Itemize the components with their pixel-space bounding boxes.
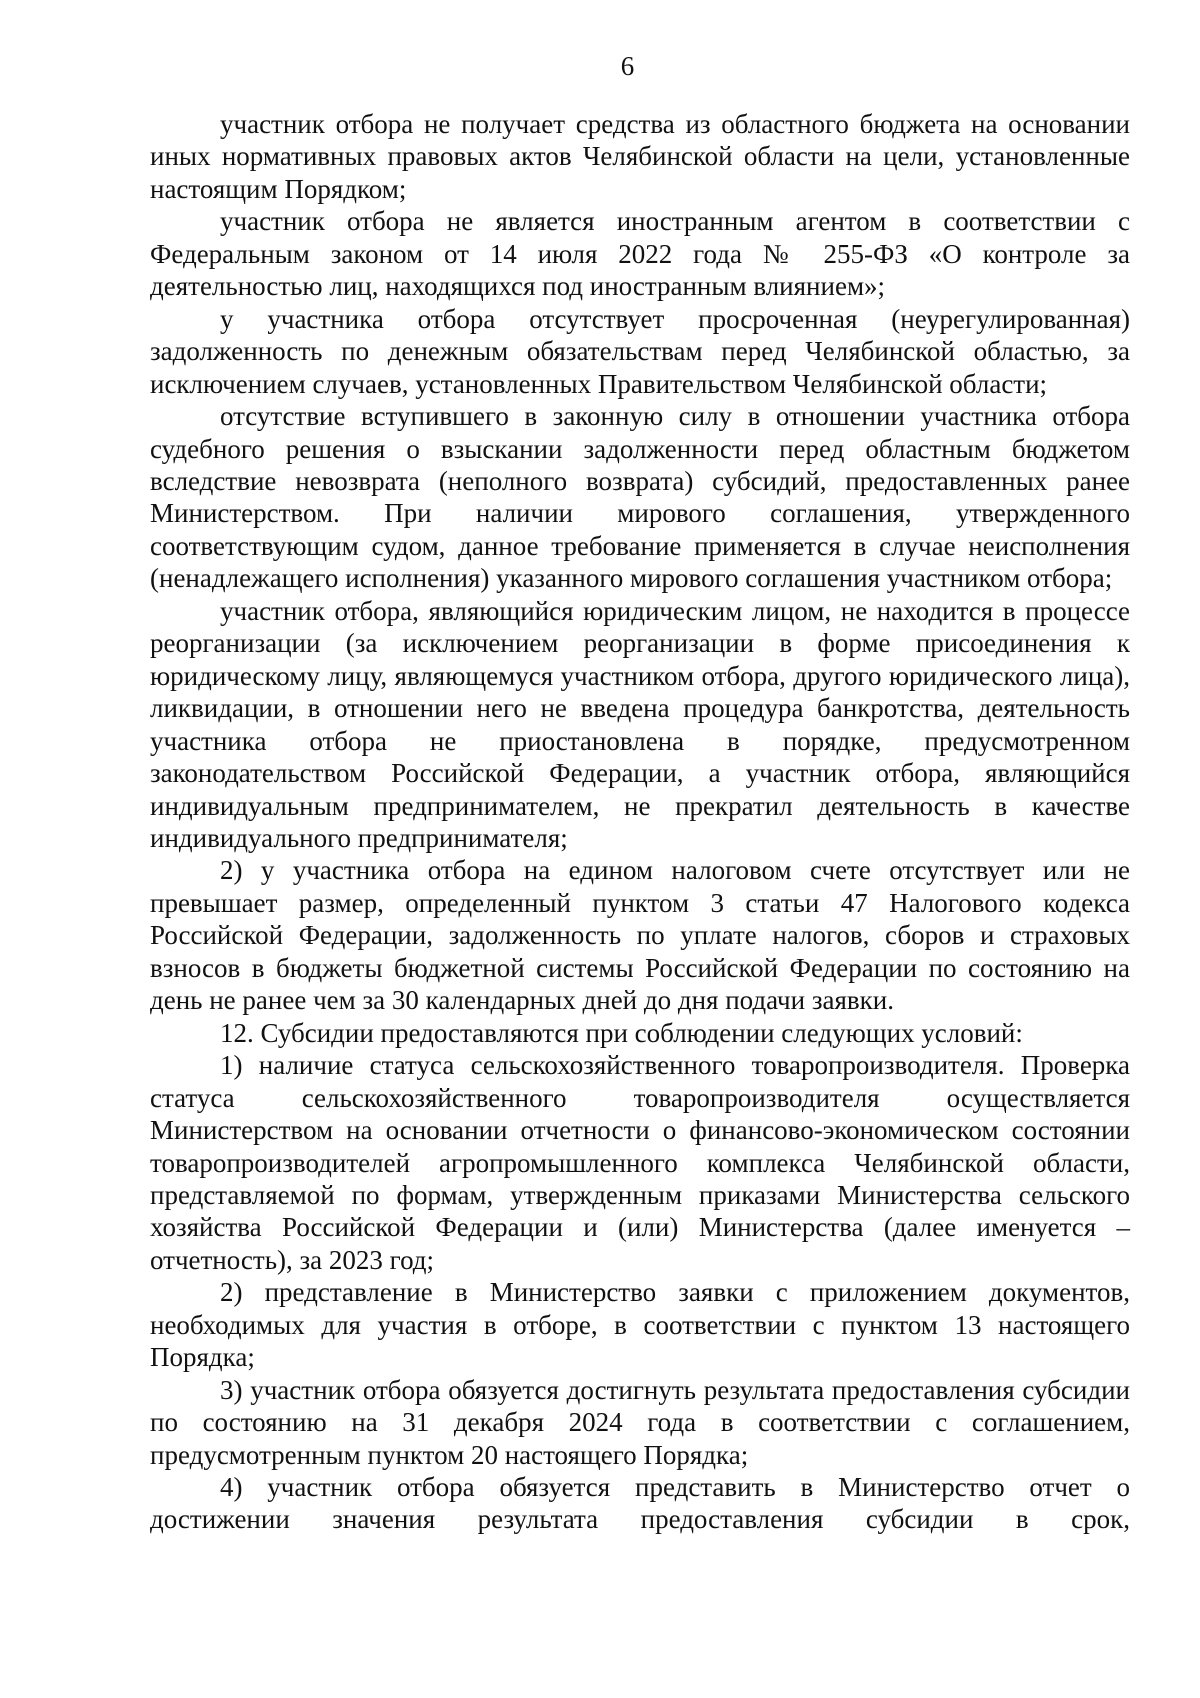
paragraph-tax-account: 2) у участника отбора на едином налоговом счете отсутствует или не превышает размер, определенный пунктом 3 статьи 47 Налогового кодекса Российской Федерации, задолженность по уплате налогов, сборов и страховых взносов в бюджеты бюджетной системы Российской Федерации по состоянию на день не ранее чем за 30 календарных дней до дня подачи заявки. [150,855,1130,1016]
paragraph-court-decision: отсутствие вступившего в законную силу в отношении участника отбора судебного решения о взыскании задолженности перед областным бюджетом вследствие невозврата (неполного возврата) субсидий, предоставленных ранее Министерством. При наличии мирового соглашения, утвержденного соответствующим судом, данное требование применяется в случае неисполнения (ненадлежащего исполнения) указанного мирового соглашения участником отбора; [150,401,1130,594]
page-number: 6 [620,51,635,81]
paragraph-condition-4: 4) участник отбора обязуется представить в Министерство отчет о достижении значения результата предоставления субсидии в срок, [150,1472,1130,1535]
paragraph-condition-1: 1) наличие статуса сельскохозяйственного товаропроизводителя. Проверка статуса сельскохозяйственного товаропроизводителя осуществляется Министерством на основании отчетности о финансово-экономическом состоянии товаропроизводителей агропромышленного комплекса Челябинской области, представляемой по формам, утвержденным приказами Министерства сельского хозяйства Российской Федерации и (или) Министерства (далее именуется – отчетность), за 2023 год; [150,1050,1130,1275]
paragraph-foreign-agent: участник отбора не является иностранным агентом в соответствии с Федеральным законом от 14 июля 2022 года № 255-ФЗ «О контроле за деятельностью лиц, находящихся под иностранным влиянием»; [150,206,1130,302]
document-body [150,108,1130,1536]
paragraph-overdue-debt: у участника отбора отсутствует просроченная (неурегулированная) задолженность по денежным обязательствам перед Челябинской областью, за исключением случаев, установленных Правительством Челябинской области; [150,303,1130,399]
paragraph-reorganization: участник отбора, являющийся юридическим лицом, не находится в процессе реорганизации (за исключением реорганизации в форме присоединения к юридическому лицу, являющемуся участником отбора, другого юридического лица), ликвидации, в отношении него не введена процедура банкротства, деятельность участника отбора не приостановлена в порядке, предусмотренном законодательством Российской Федерации, а участник отбора, являющийся индивидуальным предпринимателем, не прекратил деятельность в качестве индивидуального предпринимателя; [150,595,1130,853]
paragraph-budget-funds: участник отбора не получает средства из областного бюджета на основании иных нормативных правовых актов Челябинской области на цели, установленные настоящим Порядком; [150,109,1130,204]
paragraph-condition-2: 2) представление в Министерство заявки с приложением документов, необходимых для участия в отборе, в соответствии с пунктом 13 настоящего Порядка; [150,1277,1130,1373]
paragraph-condition-3: 3) участник отбора обязуется достигнуть результата предоставления субсидии по состоянию на 31 декабря 2024 года в соответствии с соглашением, предусмотренным пунктом 20 настоящего Порядка; [150,1374,1130,1470]
paragraph-section-12: 12. Субсидии предоставляются при соблюдении следующих условий: [220,1017,1023,1048]
